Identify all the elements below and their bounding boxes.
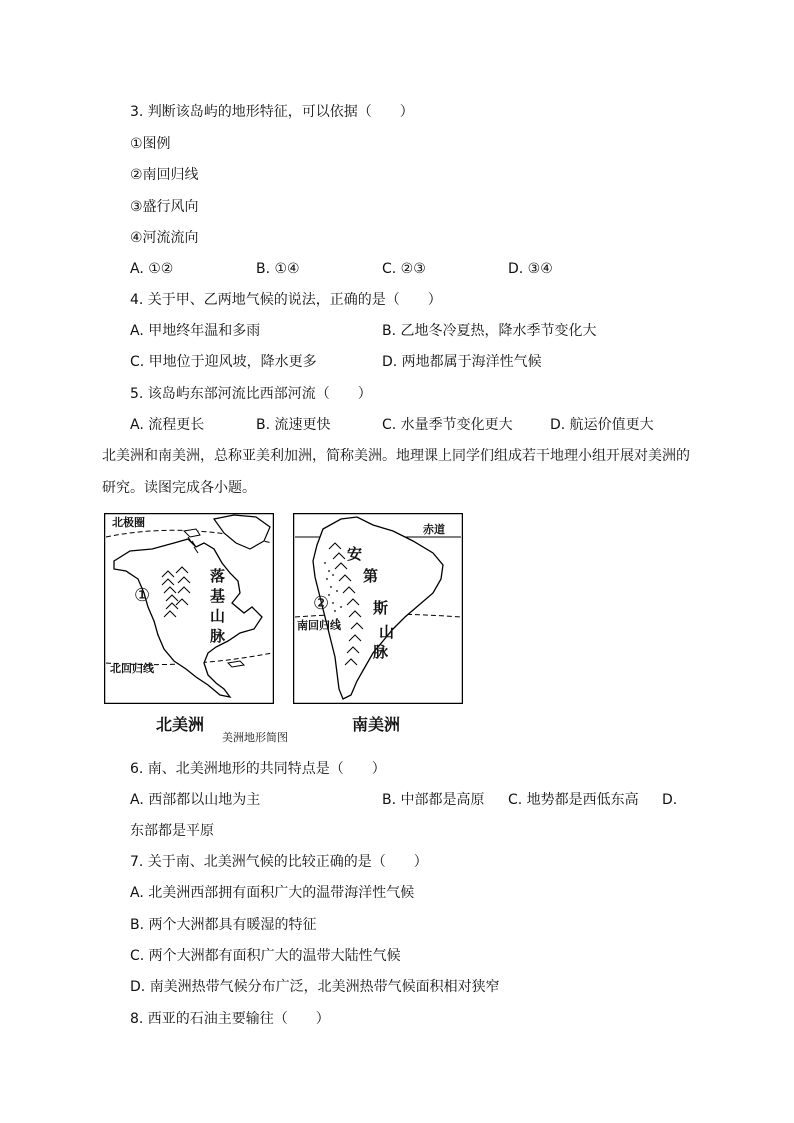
andes-char-5: 脉 [373, 643, 389, 661]
q8-stem: 8. 西亚的石油主要输往（ ） [130, 1011, 330, 1027]
rocky-char-1: 落 [210, 567, 226, 585]
q3-item-4: ④河流流向 [130, 230, 199, 246]
q7-option-a: A. 北美洲西部拥有面积广大的温带海洋性气候 [130, 885, 415, 901]
q7-option-d: D. 南美洲热带气候分布广泛，北美洲热带气候面积相对狭窄 [130, 979, 500, 995]
south-america-title: 南美洲 [352, 715, 401, 734]
q7-option-c: C. 两个大洲都有面积广大的温带大陆性气候 [130, 948, 401, 964]
q3-option-a: A. ①② [130, 261, 174, 277]
andes-char-3: 斯 [373, 599, 389, 617]
q6-option-a: A. 西部都以山地为主 [130, 792, 261, 808]
north-tropic-label: 北回归线 [110, 662, 154, 675]
andes-char-2: 第 [363, 567, 379, 585]
q5-stem: 5. 该岛屿东部河流比西部河流（ ） [130, 386, 372, 402]
q5-option-b: B. 流速更快 [256, 417, 331, 433]
equator-label: 赤道 [423, 523, 445, 536]
q4-option-c: C. 甲地位于迎风坡，降水更多 [130, 354, 317, 370]
south-tropic-label: 南回归线 [297, 619, 341, 632]
q3-option-c: C. ②③ [382, 261, 426, 277]
rocky-char-3: 山 [210, 607, 226, 625]
andes-char-1: 安 [347, 545, 363, 563]
q6-option-d: D. [662, 792, 678, 808]
rocky-char-2: 基 [210, 587, 226, 605]
q4-option-b: B. 乙地冬冷夏热，降水季节变化大 [382, 323, 597, 339]
q6-option-b: B. 中部都是高原 [382, 792, 485, 808]
q5-option-a: A. 流程更长 [130, 417, 205, 433]
q7-option-b: B. 两个大洲都具有暖湿的特征 [130, 917, 317, 933]
arctic-circle-label: 北极圈 [112, 516, 145, 529]
q3-item-1: ①图例 [130, 136, 171, 152]
q7-stem: 7. 关于南、北美洲气候的比较正确的是（ ） [130, 854, 428, 870]
figure-caption: 美洲地形简图 [222, 731, 288, 744]
q3-item-2: ②南回归线 [130, 167, 199, 183]
q5-option-d: D. 航运价值更大 [550, 417, 654, 433]
north-america-title: 北美洲 [156, 715, 205, 734]
south-marker-2: ② [313, 593, 330, 614]
q3-item-3: ③盛行风向 [130, 199, 199, 215]
q5-option-c: C. 水量季节变化更大 [382, 417, 513, 433]
south-america-map [293, 513, 463, 704]
q6-option-d-text: 东部都是平原 [130, 823, 214, 839]
rocky-char-4: 脉 [210, 627, 226, 645]
intro-line-1: 北美洲和南美洲，总称亚美利加洲，简称美洲。地理课上同学们组成若干地理小组开展对美洲的 [102, 448, 690, 464]
intro-line-2: 研究。读图完成各小题。 [102, 480, 256, 496]
q3-option-d: D. ③④ [508, 261, 553, 277]
north-marker-1: ① [134, 585, 151, 606]
q4-stem: 4. 关于甲、乙两地气候的说法，正确的是（ ） [130, 292, 442, 308]
q3-stem: 3. 判断该岛屿的地形特征，可以依据（ ） [130, 104, 414, 120]
q3-option-b: B. ①④ [256, 261, 300, 277]
q6-option-c: C. 地势都是西低东高 [508, 792, 639, 808]
north-america-map [104, 513, 274, 704]
andes-char-4: 山 [379, 623, 395, 641]
q6-stem: 6. 南、北美洲地形的共同特点是（ ） [130, 761, 386, 777]
q4-option-a: A. 甲地终年温和多雨 [130, 323, 261, 339]
q4-option-d: D. 两地都属于海洋性气候 [382, 354, 542, 370]
